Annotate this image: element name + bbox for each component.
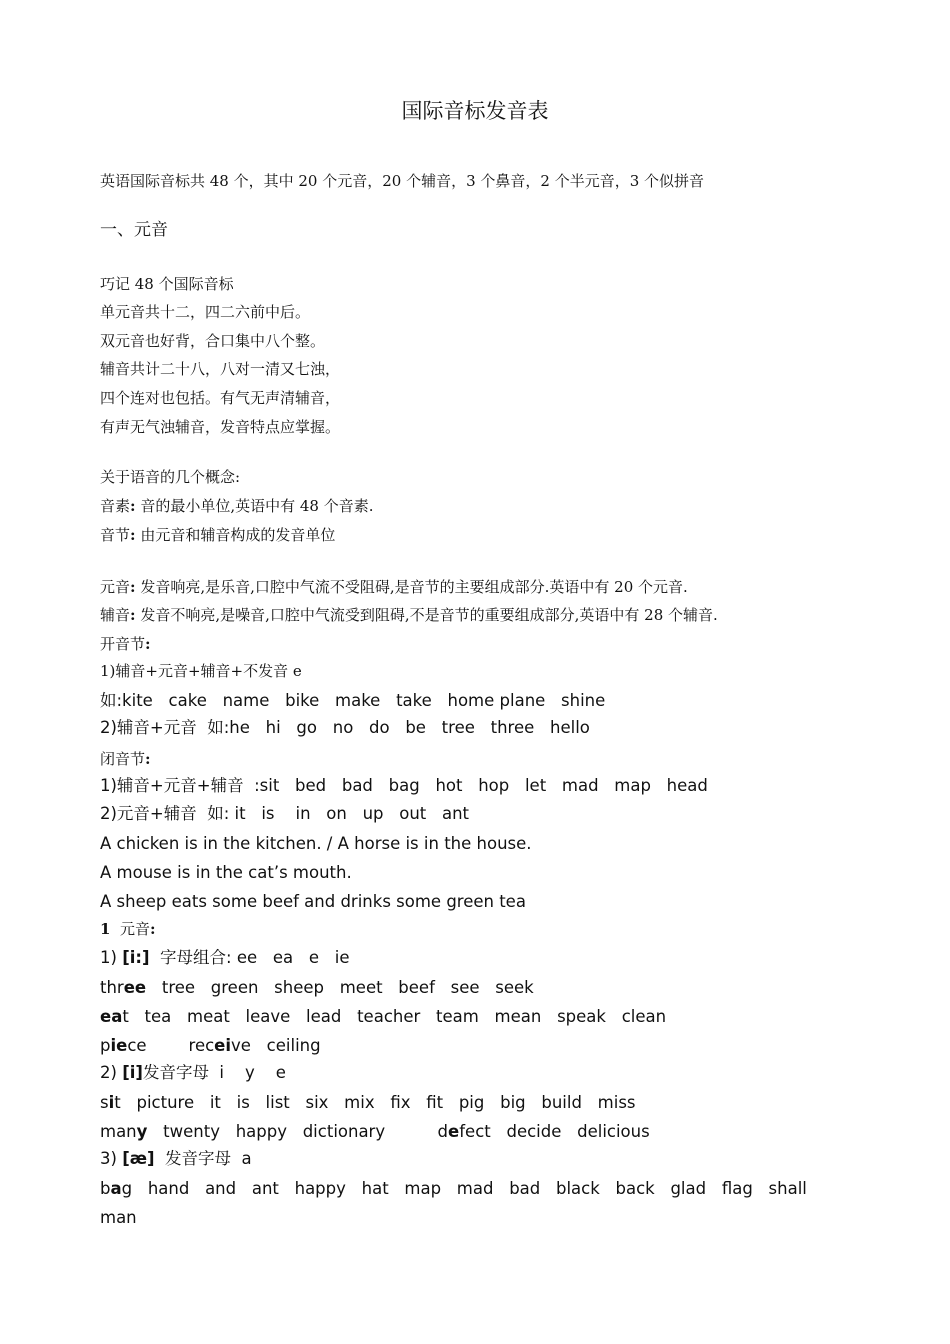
text-line-29: 2) [i]发音字母 i y e bbox=[100, 1063, 286, 1082]
text-line-15: 1)辅音+元音+辅音+不发音 e bbox=[100, 662, 302, 680]
text-line-33: bag hand and ant happy hat map mad bad black back glad flag shall bbox=[100, 1179, 807, 1198]
text-line-6: 辅音共计二十八，八对一清又七浊， bbox=[100, 360, 341, 378]
text-line-25: 1) [i:] 字母组合: ee ea e ie bbox=[100, 948, 350, 967]
page-title: 国际音标发音表 bbox=[401, 99, 549, 123]
text-line-26: three tree green sheep meet beef see seek bbox=[100, 978, 534, 997]
text-line-16: 如:kite cake name bike make take home plane shine bbox=[100, 691, 606, 710]
text-line-2: 一、元音 bbox=[100, 220, 168, 240]
text-line-18: 闭音节: bbox=[100, 750, 151, 768]
text-line-24: 1 元音: bbox=[100, 920, 156, 938]
text-line-12: 元音: 发音响亮,是乐音,口腔中气流不受阻碍,是音节的主要组成部分.英语中有 20 个元音. bbox=[100, 578, 688, 596]
text-line-30: sit picture it is list six mix fix fit pig big build miss bbox=[100, 1093, 636, 1112]
text-line-1: 英语国际音标共 48 个，其中 20 个元音，20 个辅音，3 个鼻音，2 个半元音，3 个似拼音 bbox=[100, 172, 705, 190]
text-line-23: A sheep eats some beef and drinks some green tea bbox=[100, 892, 526, 911]
text-line-9: 关于语音的几个概念: bbox=[100, 468, 241, 486]
text-line-31: many twenty happy dictionary defect decide delicious bbox=[100, 1122, 650, 1141]
text-line-4: 单元音共十二，四二六前中后。 bbox=[100, 303, 311, 321]
text-line-32: 3) [æ] 发音字母 a bbox=[100, 1149, 252, 1168]
text-line-11: 音节: 由元音和辅音构成的发音单位 bbox=[100, 526, 336, 544]
text-line-3: 巧记 48 个国际音标 bbox=[100, 275, 234, 293]
text-line-28: piece receive ceiling bbox=[100, 1036, 321, 1055]
text-line-27: eat tea meat leave lead teacher team mean speak clean bbox=[100, 1007, 667, 1026]
text-line-5: 双元音也好背，合口集中八个整。 bbox=[100, 332, 326, 350]
text-line-17: 2)辅音+元音 如:he hi go no do be tree three hello bbox=[100, 718, 590, 737]
text-line-22: A mouse is in the cat’s mouth. bbox=[100, 863, 352, 882]
text-line-19: 1)辅音+元音+辅音 :sit bed bad bag hot hop let mad map head bbox=[100, 776, 708, 795]
text-line-14: 开音节: bbox=[100, 635, 151, 653]
text-line-34: man bbox=[100, 1208, 137, 1227]
text-line-7: 四个连对也包括。有气无声清辅音， bbox=[100, 389, 341, 407]
text-line-21: A chicken is in the kitchen. / A horse is in the house. bbox=[100, 834, 532, 853]
text-line-13: 辅音: 发音不响亮,是噪音,口腔中气流受到阻碍,不是音节的重要组成部分,英语中有 28 个辅音. bbox=[100, 606, 718, 624]
text-line-20: 2)元音+辅音 如: it is in on up out ant bbox=[100, 804, 470, 823]
text-line-8: 有声无气浊辅音，发音特点应掌握。 bbox=[100, 418, 341, 436]
text-line-10: 音素: 音的最小单位,英语中有 48 个音素. bbox=[100, 497, 374, 515]
